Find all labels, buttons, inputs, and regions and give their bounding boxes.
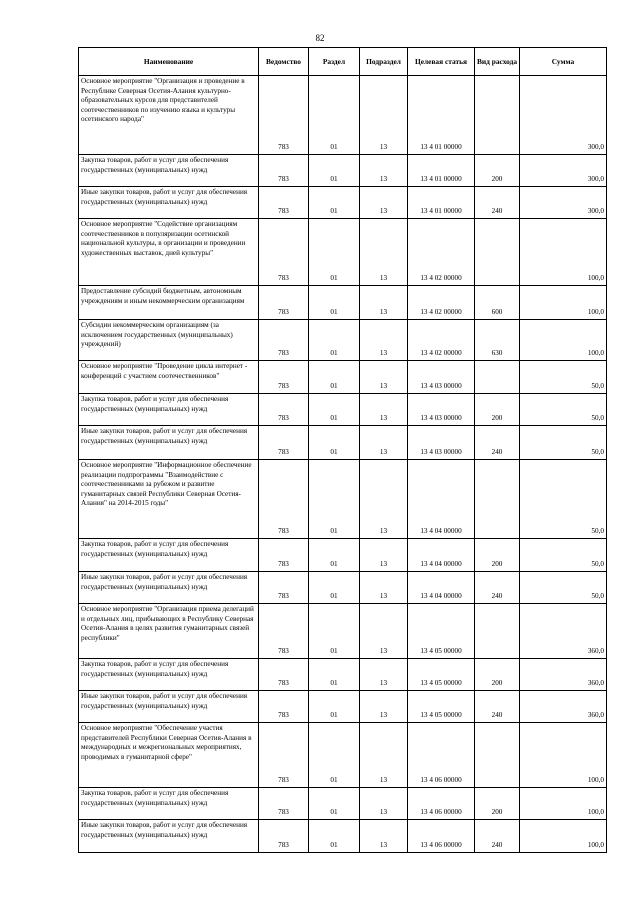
row-section: 01 bbox=[309, 788, 360, 820]
row-name: Субсидии некоммерческим организациям (за исключением государственных (муниципальных) учреждений) bbox=[79, 320, 259, 361]
row-department: 783 bbox=[259, 788, 309, 820]
row-expense-type: 200 bbox=[475, 155, 520, 187]
row-name: Закупка товаров, работ и услуг для обеспечения государственных (муниципальных) нужд bbox=[79, 394, 259, 426]
row-amount: 300,0 bbox=[520, 76, 607, 155]
row-name: Иные закупки товаров, работ и услуг для обеспечения государственных (муниципальных) нужд bbox=[79, 426, 259, 460]
table-row bbox=[79, 604, 607, 659]
table-row bbox=[79, 426, 607, 460]
row-name: Основное мероприятие "Обеспечение участия представителей Республики Северная Осетия-Алания в международных и межрегиональных мероприятиях, проводимых в гуманитарной сфере" bbox=[79, 723, 259, 788]
row-amount: 100,0 bbox=[520, 788, 607, 820]
row-name: Иные закупки товаров, работ и услуг для обеспечения государственных (муниципальных) нужд bbox=[79, 572, 259, 604]
row-section: 01 bbox=[309, 155, 360, 187]
row-amount: 50,0 bbox=[520, 361, 607, 394]
header-target: Целевая статья bbox=[408, 48, 475, 76]
row-expense-type: 630 bbox=[475, 320, 520, 361]
row-subsection: 13 bbox=[360, 286, 408, 320]
row-section: 01 bbox=[309, 460, 360, 539]
row-amount: 100,0 bbox=[520, 219, 607, 286]
row-department: 783 bbox=[259, 286, 309, 320]
row-subsection: 13 bbox=[360, 361, 408, 394]
row-department: 783 bbox=[259, 572, 309, 604]
row-subsection: 13 bbox=[360, 394, 408, 426]
row-section: 01 bbox=[309, 691, 360, 723]
table-row bbox=[79, 361, 607, 394]
row-amount: 300,0 bbox=[520, 187, 607, 219]
row-department: 783 bbox=[259, 76, 309, 155]
row-section: 01 bbox=[309, 426, 360, 460]
row-expense-type: 200 bbox=[475, 659, 520, 691]
row-target: 13 4 01 00000 bbox=[408, 76, 475, 155]
row-department: 783 bbox=[259, 320, 309, 361]
table-row bbox=[79, 691, 607, 723]
row-subsection: 13 bbox=[360, 659, 408, 691]
row-department: 783 bbox=[259, 426, 309, 460]
row-name: Иные закупки товаров, работ и услуг для обеспечения государственных (муниципальных) нужд bbox=[79, 691, 259, 723]
row-subsection: 13 bbox=[360, 219, 408, 286]
row-section: 01 bbox=[309, 723, 360, 788]
row-subsection: 13 bbox=[360, 460, 408, 539]
row-name: Закупка товаров, работ и услуг для обеспечения государственных (муниципальных) нужд bbox=[79, 659, 259, 691]
table-row bbox=[79, 219, 607, 286]
row-target: 13 4 01 00000 bbox=[408, 155, 475, 187]
row-department: 783 bbox=[259, 155, 309, 187]
page-number: 82 bbox=[315, 33, 325, 43]
row-target: 13 4 01 00000 bbox=[408, 187, 475, 219]
row-target: 13 4 06 00000 bbox=[408, 788, 475, 820]
row-subsection: 13 bbox=[360, 723, 408, 788]
row-department: 783 bbox=[259, 820, 309, 853]
row-target: 13 4 03 00000 bbox=[408, 426, 475, 460]
table-row bbox=[79, 659, 607, 691]
row-department: 783 bbox=[259, 394, 309, 426]
row-subsection: 13 bbox=[360, 788, 408, 820]
row-expense-type bbox=[475, 219, 520, 286]
row-subsection: 13 bbox=[360, 76, 408, 155]
row-name: Предоставление субсидий бюджетным, автономным учреждениям и иным некоммерческим организациям bbox=[79, 286, 259, 320]
row-section: 01 bbox=[309, 539, 360, 572]
row-expense-type: 240 bbox=[475, 820, 520, 853]
row-subsection: 13 bbox=[360, 155, 408, 187]
row-section: 01 bbox=[309, 394, 360, 426]
row-expense-type: 240 bbox=[475, 187, 520, 219]
row-expense-type bbox=[475, 361, 520, 394]
row-target: 13 4 04 00000 bbox=[408, 572, 475, 604]
row-section: 01 bbox=[309, 572, 360, 604]
row-target: 13 4 04 00000 bbox=[408, 539, 475, 572]
row-expense-type: 200 bbox=[475, 539, 520, 572]
row-expense-type bbox=[475, 604, 520, 659]
table-row bbox=[79, 460, 607, 539]
table-row bbox=[79, 320, 607, 361]
row-section: 01 bbox=[309, 659, 360, 691]
row-target: 13 4 04 00000 bbox=[408, 460, 475, 539]
header-name: Наименование bbox=[79, 48, 259, 76]
row-subsection: 13 bbox=[360, 539, 408, 572]
row-name: Иные закупки товаров, работ и услуг для обеспечения государственных (муниципальных) нужд bbox=[79, 820, 259, 853]
row-amount: 100,0 bbox=[520, 320, 607, 361]
row-subsection: 13 bbox=[360, 572, 408, 604]
table-row bbox=[79, 572, 607, 604]
row-expense-type: 600 bbox=[475, 286, 520, 320]
row-target: 13 4 02 00000 bbox=[408, 286, 475, 320]
row-name: Закупка товаров, работ и услуг для обеспечения государственных (муниципальных) нужд bbox=[79, 155, 259, 187]
row-expense-type: 240 bbox=[475, 426, 520, 460]
header-expense-type: Вид расхода bbox=[475, 48, 520, 76]
row-subsection: 13 bbox=[360, 604, 408, 659]
row-department: 783 bbox=[259, 187, 309, 219]
row-name: Основное мероприятие "Проведение цикла интернет - конференций с участием соотечественников" bbox=[79, 361, 259, 394]
header-section: Раздел bbox=[309, 48, 360, 76]
row-section: 01 bbox=[309, 219, 360, 286]
row-expense-type: 200 bbox=[475, 394, 520, 426]
row-department: 783 bbox=[259, 604, 309, 659]
row-section: 01 bbox=[309, 76, 360, 155]
row-section: 01 bbox=[309, 604, 360, 659]
row-department: 783 bbox=[259, 219, 309, 286]
row-expense-type: 200 bbox=[475, 788, 520, 820]
row-amount: 50,0 bbox=[520, 539, 607, 572]
row-amount: 100,0 bbox=[520, 723, 607, 788]
table-row bbox=[79, 723, 607, 788]
row-expense-type: 240 bbox=[475, 691, 520, 723]
row-subsection: 13 bbox=[360, 426, 408, 460]
table-row bbox=[79, 820, 607, 853]
row-subsection: 13 bbox=[360, 187, 408, 219]
row-expense-type: 240 bbox=[475, 572, 520, 604]
row-amount: 360,0 bbox=[520, 604, 607, 659]
row-amount: 360,0 bbox=[520, 691, 607, 723]
table-row bbox=[79, 187, 607, 219]
row-section: 01 bbox=[309, 361, 360, 394]
row-target: 13 4 05 00000 bbox=[408, 604, 475, 659]
table-row bbox=[79, 539, 607, 572]
row-target: 13 4 05 00000 bbox=[408, 691, 475, 723]
budget-table bbox=[78, 47, 607, 853]
row-expense-type bbox=[475, 76, 520, 155]
row-name: Иные закупки товаров, работ и услуг для обеспечения государственных (муниципальных) нужд bbox=[79, 187, 259, 219]
row-name: Основное мероприятие "Организация приема делегаций и отдельных лиц, прибывающих в Республику Северная Осетия-Алания в целях развития гуманитарных связей республики" bbox=[79, 604, 259, 659]
row-section: 01 bbox=[309, 320, 360, 361]
row-subsection: 13 bbox=[360, 691, 408, 723]
row-amount: 50,0 bbox=[520, 460, 607, 539]
row-target: 13 4 02 00000 bbox=[408, 219, 475, 286]
row-department: 783 bbox=[259, 539, 309, 572]
row-amount: 300,0 bbox=[520, 155, 607, 187]
row-amount: 50,0 bbox=[520, 426, 607, 460]
row-name: Закупка товаров, работ и услуг для обеспечения государственных (муниципальных) нужд bbox=[79, 788, 259, 820]
row-name: Основное мероприятие "Организация и проведение в Республике Северная Осетия-Алания культурно-образовательных курсов для представителей соотечественников по изучению языка и культуры осетинского народа" bbox=[79, 76, 259, 155]
header-subsection: Подраздел bbox=[360, 48, 408, 76]
row-expense-type bbox=[475, 723, 520, 788]
row-amount: 100,0 bbox=[520, 820, 607, 853]
table-row bbox=[79, 788, 607, 820]
row-subsection: 13 bbox=[360, 320, 408, 361]
table-header-row bbox=[79, 48, 607, 76]
row-amount: 50,0 bbox=[520, 394, 607, 426]
row-department: 783 bbox=[259, 460, 309, 539]
row-name: Основное мероприятие "Содействие организациям соотечественников в популяризации осетинской национальной культуры, в организации и проведении художественных выставок, дней культуры" bbox=[79, 219, 259, 286]
row-target: 13 4 03 00000 bbox=[408, 394, 475, 426]
row-section: 01 bbox=[309, 286, 360, 320]
table-row bbox=[79, 155, 607, 187]
row-section: 01 bbox=[309, 187, 360, 219]
row-amount: 360,0 bbox=[520, 659, 607, 691]
row-department: 783 bbox=[259, 659, 309, 691]
row-target: 13 4 03 00000 bbox=[408, 361, 475, 394]
row-target: 13 4 02 00000 bbox=[408, 320, 475, 361]
header-department: Ведомство bbox=[259, 48, 309, 76]
row-name: Основное мероприятие "Информационное обеспечение реализации подпрограммы "Взаимодействие с соотечественниками за рубежом и развитие гуманитарных связей Республики Северная Осетия-Алания" на 2014-2015 годы" bbox=[79, 460, 259, 539]
table-row bbox=[79, 76, 607, 155]
row-amount: 100,0 bbox=[520, 286, 607, 320]
row-target: 13 4 06 00000 bbox=[408, 723, 475, 788]
row-department: 783 bbox=[259, 723, 309, 788]
row-department: 783 bbox=[259, 691, 309, 723]
row-section: 01 bbox=[309, 820, 360, 853]
row-name: Закупка товаров, работ и услуг для обеспечения государственных (муниципальных) нужд bbox=[79, 539, 259, 572]
row-expense-type bbox=[475, 460, 520, 539]
header-amount: Сумма bbox=[520, 48, 607, 76]
row-target: 13 4 06 00000 bbox=[408, 820, 475, 853]
row-subsection: 13 bbox=[360, 820, 408, 853]
row-amount: 50,0 bbox=[520, 572, 607, 604]
table-row bbox=[79, 286, 607, 320]
row-target: 13 4 05 00000 bbox=[408, 659, 475, 691]
row-department: 783 bbox=[259, 361, 309, 394]
table-row bbox=[79, 394, 607, 426]
